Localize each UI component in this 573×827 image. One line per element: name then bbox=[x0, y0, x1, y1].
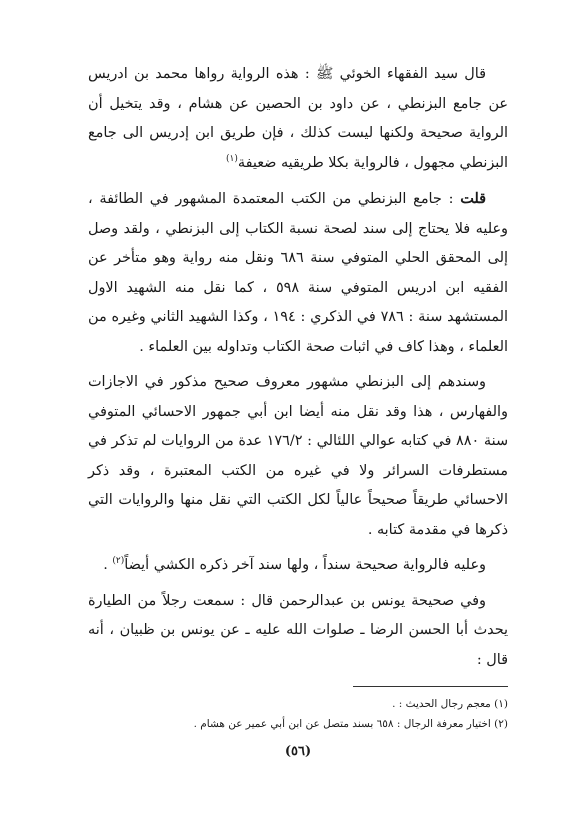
paragraph-lead-word: قلت bbox=[460, 190, 486, 207]
footnote-2: (٢) اختيار معرفة الرجال : ٦٥٨ بسند متصل عن ابن أبي عمير عن هشام . bbox=[193, 718, 508, 730]
paragraph-text: وفي صحيحة يونس بن عبدالرحمن قال : سمعت رجلاً من الطيارة يحدث أبا الحسن الرضا ـ صلوات الله عليه ـ عن يونس بن ظبيان ، أنه قال : bbox=[88, 592, 508, 668]
footnote-1: (١) معجم رجال الحديث : . bbox=[392, 698, 508, 710]
paragraph-yunus-narration bbox=[88, 587, 508, 676]
footnotes bbox=[88, 694, 508, 734]
paragraph-author-response bbox=[88, 184, 508, 362]
paragraph-text: وعليه فالرواية صحيحة سنداً ، ولها سند آخر ذكره الكشي أيضاً bbox=[124, 557, 486, 573]
paragraph-text: وسندهم إلى البزنطي مشهور معروف صحيح مذكور في الاجازات والفهارس ، هذا وقد نقل منه أيضا ابن أبي جمهور الاحسائي المتوفي سنة ٨٨٠ في كتابه عوالي اللئالي : ١٧٦/٢ عدة من الروايات لم تذكر في مستطرفات السرائر ولا في غيره من الكتب المعتبرة ، وقد ذكر الاحسائي طريقاً صحيحاً عالياً لكل الكتب التي نقل منها والروايات التي ذكرها في مقدمة كتابه . bbox=[88, 374, 509, 538]
footnote-reference: (١) bbox=[226, 153, 238, 164]
paragraph-text: قال سيد الفقهاء الخوئي ﷺ : هذه الرواية رواها محمد بن ادريس عن جامع البزنطي ، عن داود بن الحصين عن هشام ، وقد يتخيل أن الرواية صحيحة ولكنها ليست كذلك ، فإن طريق ابن إدريس الى جامع البزنطي مجهول ، فالرواية بكلا طريقيه ضعيفة bbox=[88, 66, 508, 171]
paragraph-conclusion bbox=[88, 551, 508, 581]
book-page bbox=[88, 60, 508, 780]
paragraph-tail: . bbox=[103, 557, 113, 573]
paragraph-khoei-quote bbox=[88, 60, 508, 178]
footnote-separator bbox=[353, 686, 508, 687]
footnote-reference: (٢) bbox=[112, 556, 125, 567]
paragraph-chain-of-transmission bbox=[88, 368, 508, 545]
page-number: (٥٦) bbox=[284, 744, 312, 759]
paragraph-text: : جامع البزنطي من الكتب المعتمدة المشهور في الطائفة ، وعليه فلا يحتاج إلى سند لصحة نسبة الكتاب إلى البزنطي ، ولقد وصل إلى المحقق الحلي المتوفي سنة ٦٨٦ ونقل منه رواية وهو متأخر عن الفقيه ابن ادريس المتوفي سنة ٥٩٨ ، كما نقل منه الشهيد الاول المستشهد سنة : ٧٨٦ في الذكري : ١٩٤ ، وكذا الشهيد الثاني وغيره من العلماء ، وهذا كاف في اثبات صحة الكتاب وتداوله بين العلماء . bbox=[88, 191, 509, 355]
